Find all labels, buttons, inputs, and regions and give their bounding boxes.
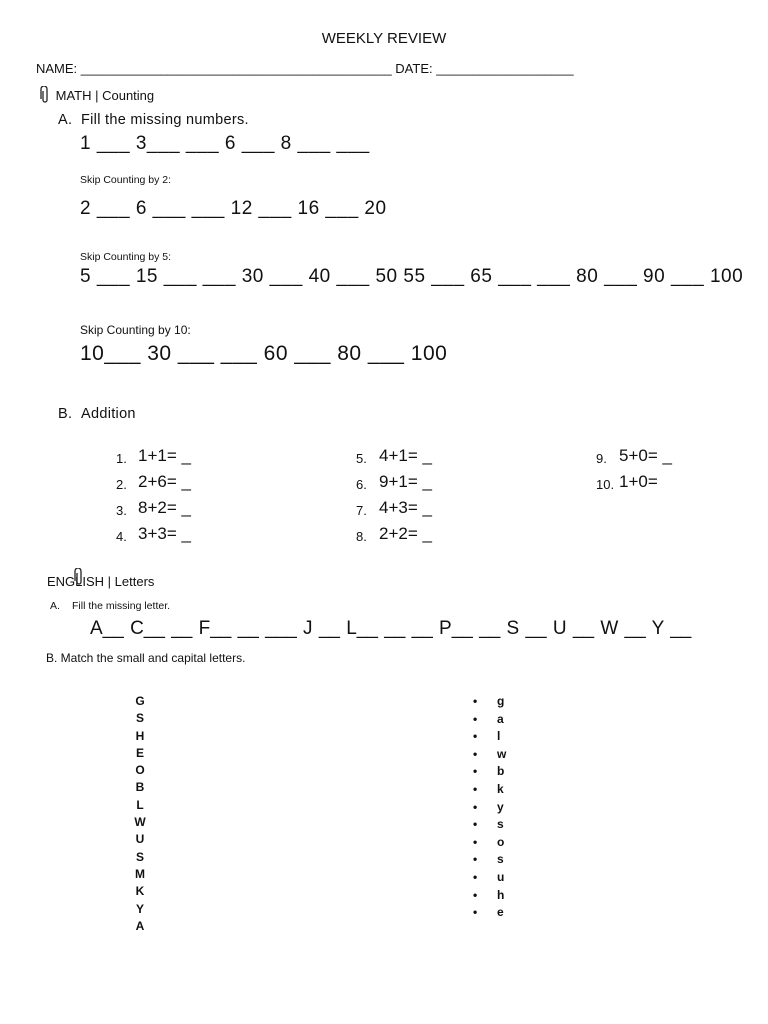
list-item: • u bbox=[473, 869, 505, 884]
addition-number: 8. bbox=[356, 529, 367, 544]
math-b-label: B. bbox=[58, 406, 73, 422]
list-item: • s bbox=[473, 852, 504, 867]
addition-number: 4. bbox=[116, 529, 127, 544]
name-date-line: NAME: ___________________________________________ DATE: ___________________ bbox=[36, 61, 574, 76]
small-letter: u bbox=[497, 869, 505, 884]
math-a-label: A. bbox=[58, 112, 73, 128]
small-letter: a bbox=[497, 711, 504, 726]
english-a-label: A. bbox=[50, 600, 60, 612]
math-header bbox=[40, 86, 154, 104]
addition-problem: 2+6= _ bbox=[138, 472, 191, 491]
small-letters-list bbox=[473, 694, 506, 923]
capital-letter: B bbox=[135, 780, 145, 795]
alphabet-sequence: A__ C__ __ F__ __ ___ J __ L__ __ __ P__ __ S __ U __ W __ Y __ bbox=[90, 618, 692, 639]
paperclip-icon bbox=[74, 568, 84, 591]
math-a-instruction: Fill the missing numbers. bbox=[81, 112, 249, 128]
list-item: • g bbox=[473, 694, 505, 708]
english-header bbox=[47, 574, 154, 589]
capital-letter: W bbox=[134, 815, 146, 830]
english-b-instruction: B. Match the small and capital letters. bbox=[46, 651, 246, 665]
addition-problem: 2+2= _ bbox=[379, 524, 432, 543]
skip5-sequence: 5 ___ 15 ___ ___ 30 ___ 40 ___ 50 55 ___ 65 ___ ___ 80 ___ 90 ___ 100 bbox=[80, 266, 744, 287]
list-item: • a bbox=[473, 711, 504, 726]
addition-problem: 4+3= _ bbox=[379, 498, 432, 517]
addition-problem: 8+2= _ bbox=[138, 498, 191, 517]
skip10-sequence: 10___ 30 ___ ___ 60 ___ 80 ___ 100 bbox=[80, 342, 448, 365]
math-b-instruction: Addition bbox=[81, 406, 136, 422]
capital-letter: E bbox=[135, 745, 144, 760]
english-header-label: ENGLISH | Letters bbox=[47, 574, 155, 589]
small-letter: b bbox=[497, 764, 505, 779]
list-item: • k bbox=[473, 781, 504, 796]
capital-letter: O bbox=[135, 763, 145, 778]
english-a-instruction: Fill the missing letter. bbox=[72, 600, 171, 612]
counting-sequence: 1 ___ 3___ ___ 6 ___ 8 ___ ___ bbox=[80, 133, 370, 154]
small-letter: g bbox=[497, 694, 505, 708]
capital-letter: M bbox=[135, 866, 145, 881]
capital-letter: L bbox=[136, 797, 144, 812]
small-letter: e bbox=[497, 905, 504, 920]
addition-number: 7. bbox=[356, 503, 367, 518]
list-item: • s bbox=[473, 817, 504, 832]
skip5-label: Skip Counting by 5: bbox=[80, 251, 172, 263]
small-letter: k bbox=[497, 781, 504, 796]
list-item: • h bbox=[473, 887, 505, 902]
addition-problem: 5+0= _ bbox=[619, 446, 672, 465]
small-letter: w bbox=[497, 746, 507, 761]
addition-number: 1. bbox=[116, 451, 127, 466]
addition-number: 6. bbox=[356, 477, 367, 492]
skip10-label: Skip Counting by 10: bbox=[80, 323, 191, 337]
addition-number: 3. bbox=[116, 503, 127, 518]
addition-number: 9. bbox=[596, 451, 607, 466]
capital-letter: S bbox=[135, 849, 144, 864]
list-item: • w bbox=[473, 746, 507, 761]
small-letter: s bbox=[497, 852, 504, 867]
small-letter: s bbox=[497, 817, 504, 832]
list-item: • e bbox=[473, 905, 504, 920]
addition-number: 2. bbox=[116, 477, 127, 492]
capital-letter: S bbox=[135, 711, 144, 726]
capital-letters-column bbox=[133, 694, 147, 936]
small-letter: y bbox=[497, 799, 504, 814]
skip2-sequence: 2 ___ 6 ___ ___ 12 ___ 16 ___ 20 bbox=[80, 198, 387, 219]
addition-problem: 4+1= _ bbox=[379, 446, 432, 465]
small-letter: l bbox=[497, 729, 501, 744]
paperclip-icon bbox=[40, 86, 52, 104]
addition-problem: 1+1= _ bbox=[138, 446, 191, 465]
addition-problem: 1+0= bbox=[619, 472, 658, 491]
small-letter: h bbox=[497, 887, 505, 902]
capital-letter: H bbox=[135, 728, 145, 743]
small-letter: o bbox=[497, 834, 505, 849]
list-item: • b bbox=[473, 764, 505, 779]
capital-letter: A bbox=[135, 918, 145, 933]
capital-letter: Y bbox=[135, 901, 144, 916]
list-item: • y bbox=[473, 799, 504, 814]
capital-letter: G bbox=[135, 694, 145, 708]
list-item: • o bbox=[473, 834, 505, 849]
addition-number: 5. bbox=[356, 451, 367, 466]
skip2-label: Skip Counting by 2: bbox=[80, 174, 172, 186]
capital-letter: K bbox=[135, 884, 145, 899]
capital-letter: U bbox=[135, 832, 145, 847]
addition-problem: 9+1= _ bbox=[379, 472, 432, 491]
page-title: WEEKLY REVIEW bbox=[321, 30, 447, 47]
math-header-label: MATH | Counting bbox=[55, 88, 155, 103]
addition-problem: 3+3= _ bbox=[138, 524, 191, 543]
addition-number: 10. bbox=[596, 477, 615, 492]
list-item: • l bbox=[473, 729, 501, 744]
